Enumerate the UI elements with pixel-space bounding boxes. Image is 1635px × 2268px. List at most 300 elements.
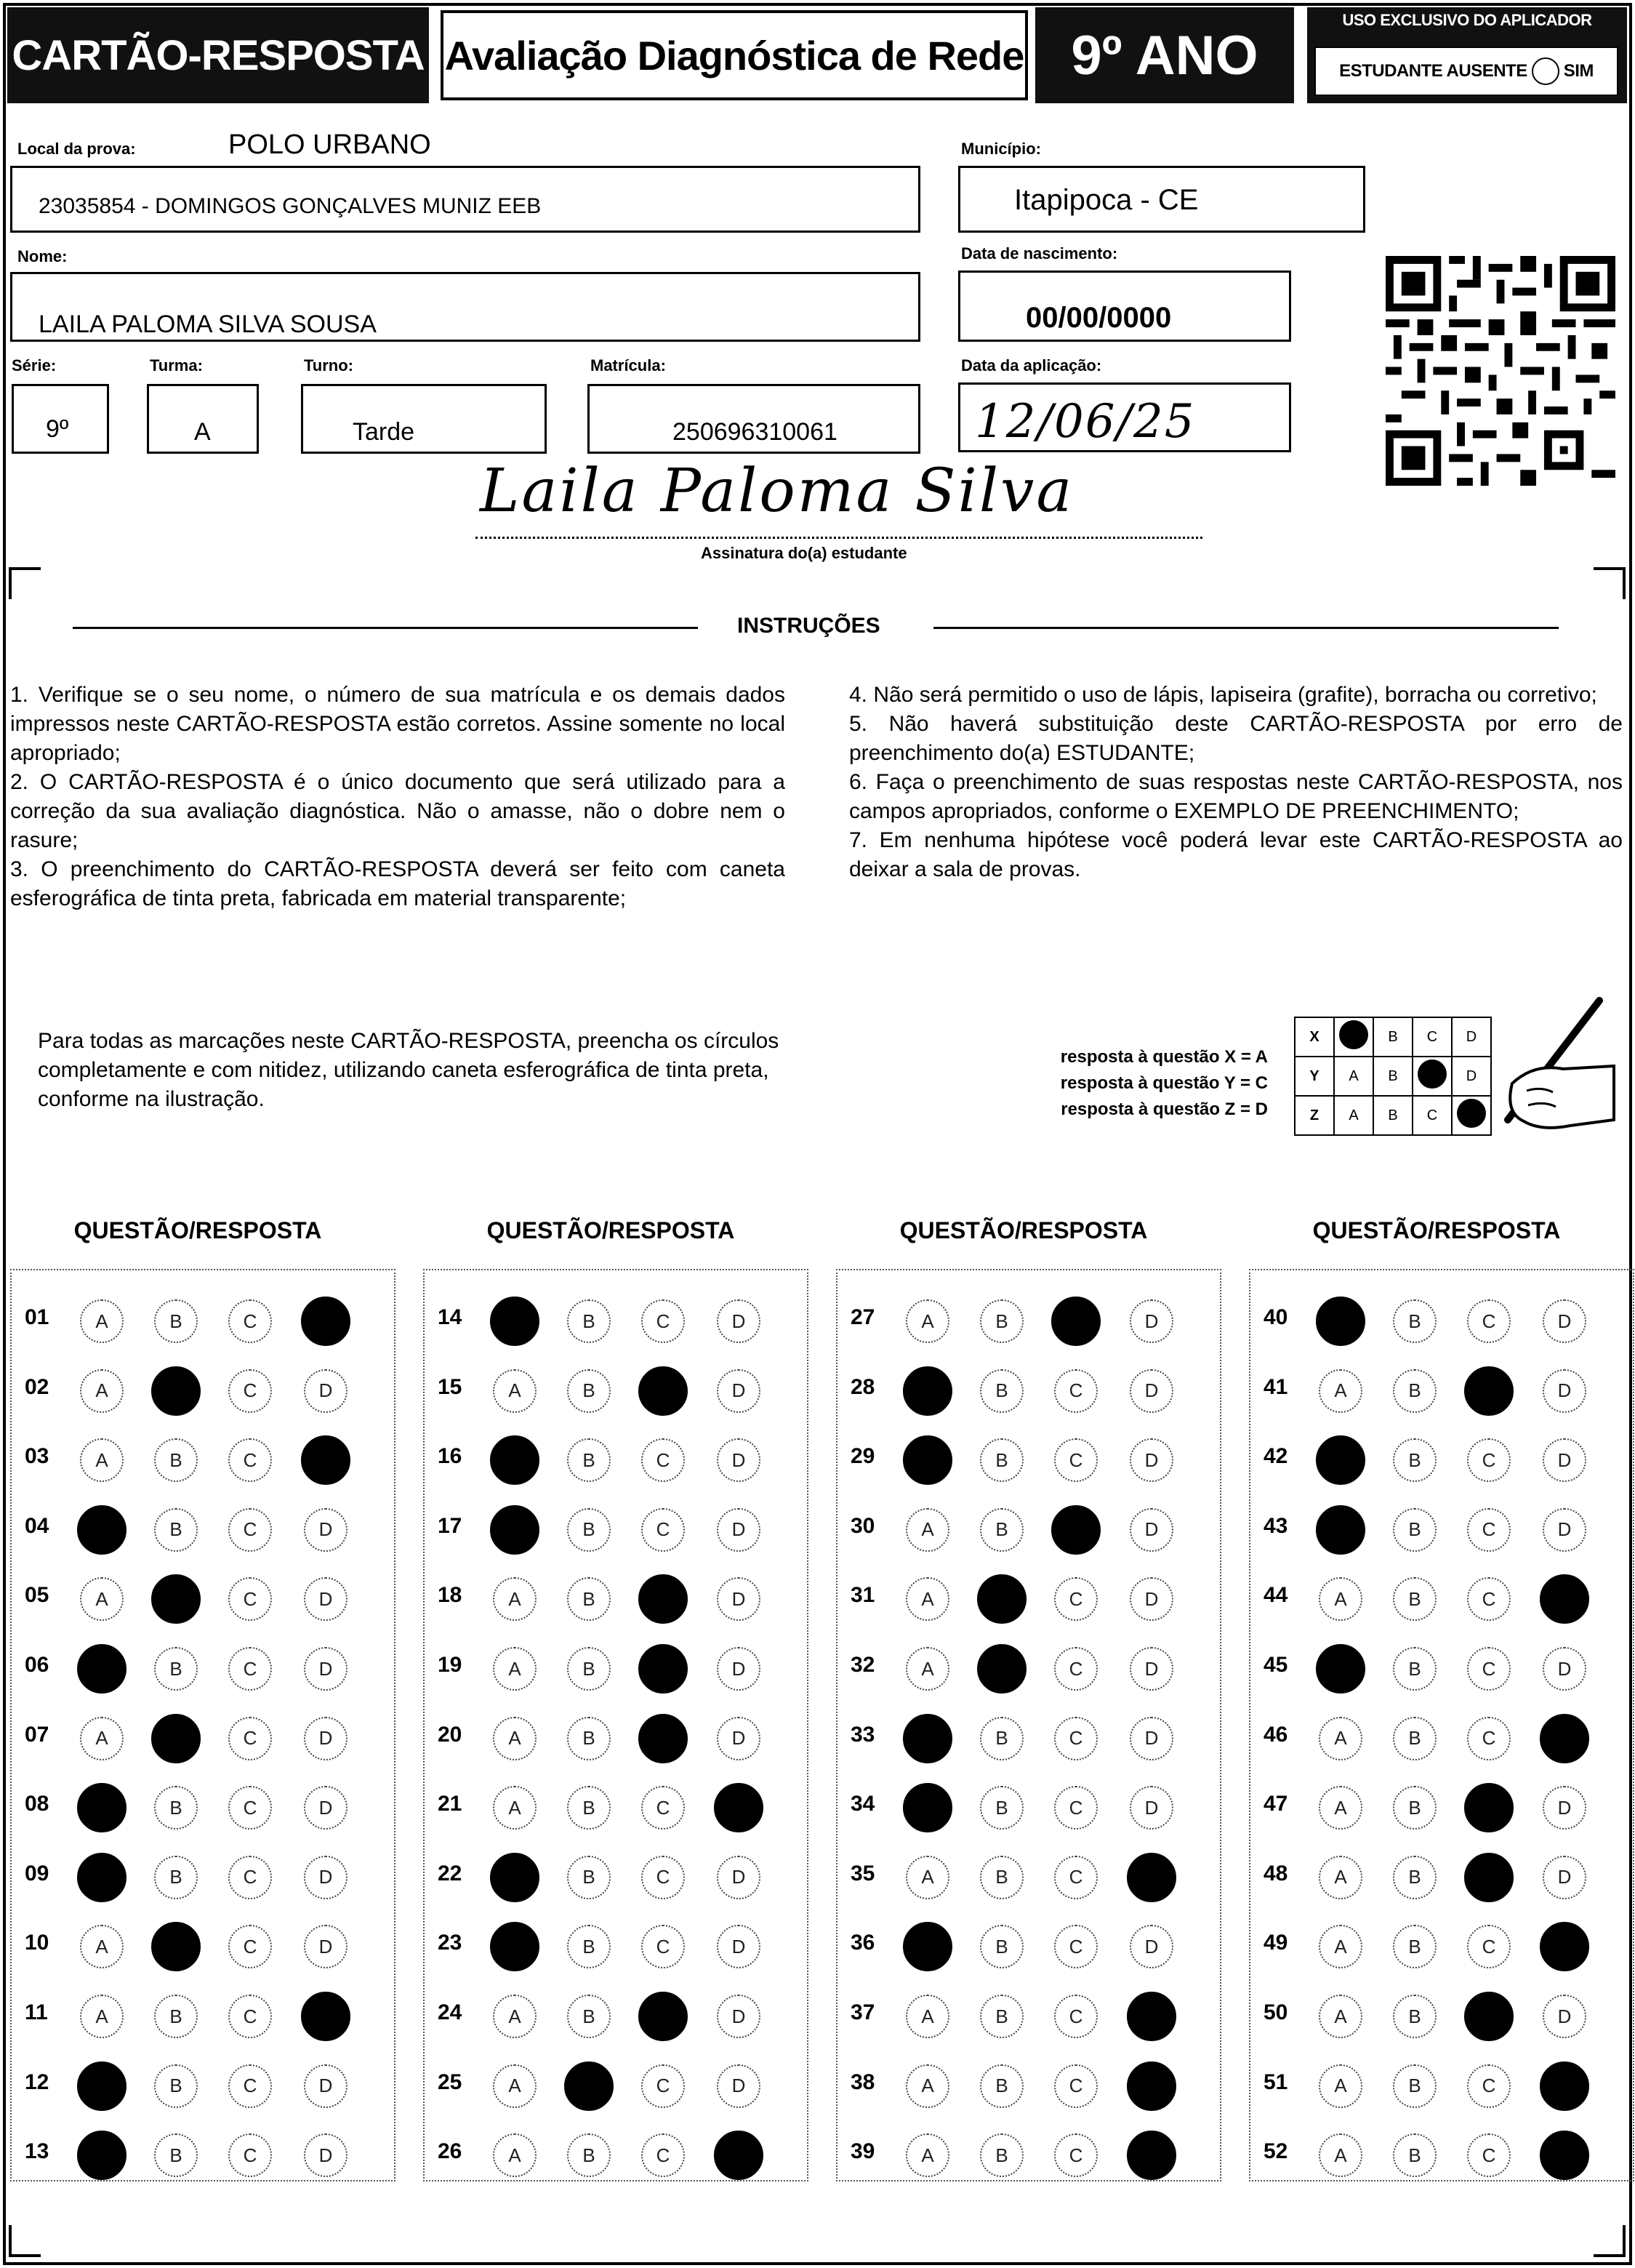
question-row-18 xyxy=(425,1567,807,1632)
question-number: 10 xyxy=(25,1931,49,1955)
corner-bottom-right xyxy=(1594,2225,1626,2257)
option-bubble-a[interactable]: A xyxy=(493,1369,537,1413)
option-bubble-d[interactable]: D xyxy=(304,1717,348,1760)
question-row-26 xyxy=(425,2123,807,2189)
turno-label: Turno: xyxy=(304,356,354,374)
option-bubble-a[interactable]: A xyxy=(1319,1369,1362,1413)
question-row-27 xyxy=(837,1289,1220,1355)
option-bubble-d[interactable]: D xyxy=(304,1786,348,1830)
option-bubble-a[interactable]: A xyxy=(1319,1786,1362,1830)
filled-bubble-b[interactable] xyxy=(151,1922,201,1971)
option-bubble-a[interactable]: A xyxy=(906,1299,949,1343)
filled-bubble-d[interactable] xyxy=(1127,1992,1176,2041)
corner-top-right xyxy=(1594,567,1626,599)
option-bubble-c[interactable]: C xyxy=(641,1508,685,1552)
option-bubble-b[interactable]: B xyxy=(1393,1786,1437,1830)
filled-bubble-b[interactable] xyxy=(564,2061,614,2111)
question-row-16 xyxy=(425,1428,807,1494)
question-row-05 xyxy=(12,1567,394,1632)
question-row-17 xyxy=(425,1498,807,1563)
filled-bubble-a[interactable] xyxy=(77,1783,126,1832)
example-row-label: Y xyxy=(1295,1057,1334,1096)
option-bubble-a[interactable]: A xyxy=(80,1717,124,1760)
option-bubble-b[interactable]: B xyxy=(980,1508,1024,1552)
option-bubble-d[interactable]: D xyxy=(304,1508,348,1552)
option-bubble-c[interactable]: C xyxy=(1467,2064,1511,2108)
filled-bubble-c[interactable] xyxy=(1051,1297,1101,1346)
question-row-42 xyxy=(1250,1428,1633,1494)
option-bubble-c[interactable]: C xyxy=(1467,1577,1511,1621)
corner-bottom-left xyxy=(9,2225,41,2257)
serie-label: Série: xyxy=(12,356,57,374)
option-bubble-b[interactable]: B xyxy=(1393,1508,1437,1552)
aplicacao-field xyxy=(958,382,1291,452)
filled-bubble-a[interactable] xyxy=(1316,1297,1365,1346)
option-bubble-a[interactable]: A xyxy=(80,1299,124,1343)
option-bubble-c[interactable]: C xyxy=(1467,1508,1511,1552)
example-option: D xyxy=(1452,1057,1491,1096)
option-bubble-c[interactable]: C xyxy=(1054,1717,1098,1760)
option-bubble-c[interactable]: C xyxy=(1467,2133,1511,2177)
option-bubble-a[interactable]: A xyxy=(1319,1925,1362,1968)
option-bubble-b[interactable]: B xyxy=(567,1647,611,1691)
filled-bubble-b[interactable] xyxy=(977,1574,1027,1624)
matricula-field xyxy=(587,384,920,454)
option-bubble-d[interactable]: D xyxy=(304,1647,348,1691)
serie-field xyxy=(12,384,109,454)
option-bubble-a[interactable]: A xyxy=(906,1995,949,2038)
question-row-36 xyxy=(837,1915,1220,1980)
option-bubble-b[interactable]: B xyxy=(980,1438,1024,1482)
filled-bubble-a[interactable] xyxy=(903,1714,952,1763)
question-number: 04 xyxy=(25,1513,49,1538)
option-bubble-b[interactable]: B xyxy=(154,1508,198,1552)
option-bubble-b[interactable]: B xyxy=(154,1438,198,1482)
filled-bubble-a[interactable] xyxy=(77,2131,126,2180)
question-number: 13 xyxy=(25,2139,49,2164)
example-dot xyxy=(1339,1020,1368,1049)
option-bubble-c[interactable]: C xyxy=(1467,1299,1511,1343)
option-bubble-c[interactable]: C xyxy=(641,1299,685,1343)
option-bubble-b[interactable]: B xyxy=(980,1786,1024,1830)
option-bubble-a[interactable]: A xyxy=(80,1995,124,2038)
option-bubble-c[interactable]: C xyxy=(1054,1786,1098,1830)
option-bubble-b[interactable]: B xyxy=(567,1856,611,1899)
option-bubble-a[interactable]: A xyxy=(80,1925,124,1968)
filled-bubble-a[interactable] xyxy=(903,1783,952,1832)
question-number: 29 xyxy=(851,1444,875,1469)
question-row-13 xyxy=(12,2123,394,2189)
signature: Laila Paloma Silva xyxy=(480,457,1074,526)
option-bubble-d[interactable]: D xyxy=(1543,1647,1586,1691)
question-row-38 xyxy=(837,2054,1220,2120)
option-bubble-c[interactable]: C xyxy=(641,1438,685,1482)
option-bubble-a[interactable]: A xyxy=(493,2133,537,2177)
option-bubble-c[interactable]: C xyxy=(228,1369,272,1413)
example-option: D xyxy=(1452,1017,1491,1057)
option-bubble-a[interactable]: A xyxy=(906,1508,949,1552)
option-bubble-b[interactable]: B xyxy=(567,1786,611,1830)
option-bubble-d[interactable]: D xyxy=(1130,1369,1173,1413)
question-number: 34 xyxy=(851,1792,875,1816)
question-number: 36 xyxy=(851,1931,875,1955)
option-bubble-c[interactable]: C xyxy=(1054,1369,1098,1413)
option-bubble-c[interactable]: C xyxy=(228,1717,272,1760)
option-bubble-d[interactable]: D xyxy=(1543,1786,1586,1830)
option-bubble-b[interactable]: B xyxy=(567,1925,611,1968)
option-bubble-a[interactable]: A xyxy=(80,1438,124,1482)
option-bubble-b[interactable]: B xyxy=(567,1717,611,1760)
question-number: 15 xyxy=(438,1374,462,1399)
option-bubble-d[interactable]: D xyxy=(717,1577,760,1621)
question-row-09 xyxy=(12,1846,394,1911)
applicator-label: USO EXCLUSIVO DO APLICADOR xyxy=(1342,11,1592,29)
option-bubble-c[interactable]: C xyxy=(641,1856,685,1899)
option-bubble-a[interactable]: A xyxy=(493,1647,537,1691)
option-bubble-a[interactable]: A xyxy=(1319,1995,1362,2038)
option-bubble-c[interactable]: C xyxy=(1054,1647,1098,1691)
option-bubble-c[interactable]: C xyxy=(228,2064,272,2108)
option-bubble-b[interactable]: B xyxy=(980,1717,1024,1760)
option-bubble-d[interactable]: D xyxy=(1130,1925,1173,1968)
example-option: B xyxy=(1373,1017,1413,1057)
filled-bubble-d[interactable] xyxy=(1540,2061,1589,2111)
serie-value: 9º xyxy=(46,415,69,443)
instr-rule-right xyxy=(933,627,1559,629)
option-bubble-d[interactable]: D xyxy=(304,1856,348,1899)
option-bubble-b[interactable]: B xyxy=(1393,1717,1437,1760)
filled-bubble-a[interactable] xyxy=(490,1505,539,1555)
option-bubble-b[interactable]: B xyxy=(154,1856,198,1899)
filled-bubble-d[interactable] xyxy=(1127,2061,1176,2111)
filled-bubble-d[interactable] xyxy=(1540,1574,1589,1624)
filled-bubble-c[interactable] xyxy=(1051,1505,1101,1555)
question-number: 11 xyxy=(25,2000,48,2024)
local-label: Local da prova: xyxy=(17,140,136,158)
option-bubble-b[interactable]: B xyxy=(1393,1856,1437,1899)
option-bubble-d[interactable]: D xyxy=(717,1995,760,2038)
signature-line xyxy=(475,537,1202,539)
applicator-box xyxy=(1307,7,1627,103)
option-bubble-a[interactable]: A xyxy=(1319,1717,1362,1760)
filled-bubble-a[interactable] xyxy=(1316,1505,1365,1555)
corner-top-left xyxy=(9,567,41,599)
aplicacao-label: Data da aplicação: xyxy=(961,356,1102,374)
filled-bubble-b[interactable] xyxy=(151,1714,201,1763)
option-bubble-d[interactable]: D xyxy=(304,2133,348,2177)
option-bubble-b[interactable]: B xyxy=(1393,2064,1437,2108)
question-number: 52 xyxy=(1264,2139,1288,2164)
filled-bubble-a[interactable] xyxy=(77,1644,126,1694)
filled-bubble-c[interactable] xyxy=(638,1366,688,1416)
option-bubble-d[interactable]: D xyxy=(1543,1438,1586,1482)
question-row-25 xyxy=(425,2054,807,2120)
option-bubble-a[interactable]: A xyxy=(906,2133,949,2177)
filled-bubble-c[interactable] xyxy=(638,1574,688,1624)
option-bubble-c[interactable]: C xyxy=(1467,1647,1511,1691)
option-bubble-c[interactable]: C xyxy=(641,2064,685,2108)
option-bubble-d[interactable]: D xyxy=(304,1925,348,1968)
filled-bubble-a[interactable] xyxy=(77,1853,126,1902)
filled-bubble-c[interactable] xyxy=(1464,1853,1514,1902)
nome-field xyxy=(10,272,920,342)
option-bubble-b[interactable]: B xyxy=(567,1995,611,2038)
option-bubble-c[interactable]: C xyxy=(1467,1925,1511,1968)
question-row-10 xyxy=(12,1915,394,1980)
question-number: 12 xyxy=(25,2069,49,2094)
option-bubble-c[interactable]: C xyxy=(228,1508,272,1552)
option-bubble-a[interactable]: A xyxy=(906,1856,949,1899)
option-bubble-c[interactable]: C xyxy=(1054,2064,1098,2108)
instruction-5: 5. Não haverá substituição deste CARTÃO-RESPOSTA por erro de preenchimento do(a) ESTUDANTE; xyxy=(849,712,1623,765)
filled-bubble-a[interactable] xyxy=(1316,1435,1365,1485)
option-bubble-d[interactable]: D xyxy=(1543,1369,1586,1413)
option-bubble-d[interactable]: D xyxy=(1543,1508,1586,1552)
filled-bubble-c[interactable] xyxy=(1464,1366,1514,1416)
question-row-48 xyxy=(1250,1846,1633,1911)
question-row-41 xyxy=(1250,1359,1633,1424)
question-number: 47 xyxy=(1264,1792,1288,1816)
option-bubble-b[interactable]: B xyxy=(980,1369,1024,1413)
option-bubble-c[interactable]: C xyxy=(1054,1856,1098,1899)
option-bubble-d[interactable]: D xyxy=(1130,1577,1173,1621)
option-bubble-a[interactable]: A xyxy=(906,1647,949,1691)
option-bubble-b[interactable]: B xyxy=(567,1438,611,1482)
option-bubble-b[interactable]: B xyxy=(567,2133,611,2177)
option-bubble-d[interactable]: D xyxy=(717,1299,760,1343)
option-bubble-a[interactable]: A xyxy=(1319,1577,1362,1621)
question-number: 22 xyxy=(438,1861,462,1886)
option-bubble-a[interactable]: A xyxy=(1319,1856,1362,1899)
option-bubble-b[interactable]: B xyxy=(154,1995,198,2038)
option-bubble-c[interactable]: C xyxy=(641,2133,685,2177)
filled-bubble-d[interactable] xyxy=(301,1992,350,2041)
option-bubble-a[interactable]: A xyxy=(493,1717,537,1760)
question-row-06 xyxy=(12,1637,394,1702)
option-bubble-d[interactable]: D xyxy=(717,1856,760,1899)
option-bubble-b[interactable]: B xyxy=(154,2064,198,2108)
question-number: 27 xyxy=(851,1305,875,1329)
option-bubble-d[interactable]: D xyxy=(304,1369,348,1413)
filled-bubble-b[interactable] xyxy=(151,1366,201,1416)
answer-column-1 xyxy=(10,1269,395,2181)
filled-bubble-a[interactable] xyxy=(77,1505,126,1555)
filled-bubble-a[interactable] xyxy=(490,1922,539,1971)
option-bubble-c[interactable]: C xyxy=(1467,1717,1511,1760)
option-bubble-c[interactable]: C xyxy=(228,1299,272,1343)
question-number: 21 xyxy=(438,1792,462,1816)
option-bubble-b[interactable]: B xyxy=(980,2133,1024,2177)
question-row-50 xyxy=(1250,1984,1633,2050)
filled-bubble-d[interactable] xyxy=(1127,2131,1176,2180)
filled-bubble-d[interactable] xyxy=(1540,2131,1589,2180)
question-row-52 xyxy=(1250,2123,1633,2189)
filled-bubble-d[interactable] xyxy=(301,1435,350,1485)
option-bubble-d[interactable]: D xyxy=(1543,1995,1586,2038)
filled-bubble-b[interactable] xyxy=(977,1644,1027,1694)
filled-bubble-d[interactable] xyxy=(1540,1922,1589,1971)
option-bubble-a[interactable]: A xyxy=(493,1577,537,1621)
option-bubble-c[interactable]: C xyxy=(228,1786,272,1830)
option-bubble-b[interactable]: B xyxy=(567,1369,611,1413)
option-bubble-b[interactable]: B xyxy=(567,1508,611,1552)
option-bubble-c[interactable]: C xyxy=(1054,1438,1098,1482)
option-bubble-b[interactable]: B xyxy=(154,1299,198,1343)
option-bubble-c[interactable]: C xyxy=(1054,1577,1098,1621)
question-row-12 xyxy=(12,2054,394,2120)
question-row-19 xyxy=(425,1637,807,1702)
example-filled-bubble xyxy=(1413,1057,1452,1096)
question-row-01 xyxy=(12,1289,394,1355)
filled-bubble-a[interactable] xyxy=(490,1435,539,1485)
option-bubble-a[interactable]: A xyxy=(80,1369,124,1413)
option-bubble-c[interactable]: C xyxy=(228,1647,272,1691)
option-bubble-c[interactable]: C xyxy=(228,1995,272,2038)
option-bubble-b[interactable]: B xyxy=(980,1299,1024,1343)
filled-bubble-a[interactable] xyxy=(1316,1644,1365,1694)
option-bubble-b[interactable]: B xyxy=(1393,1438,1437,1482)
option-bubble-d[interactable]: D xyxy=(717,1925,760,1968)
turma-value: A xyxy=(194,418,211,446)
filled-bubble-c[interactable] xyxy=(638,1992,688,2041)
example-row-label: Z xyxy=(1295,1096,1334,1135)
option-bubble-b[interactable]: B xyxy=(567,1299,611,1343)
option-bubble-b[interactable]: B xyxy=(980,1925,1024,1968)
option-bubble-a[interactable]: A xyxy=(493,2064,537,2108)
option-bubble-c[interactable]: C xyxy=(1054,1995,1098,2038)
question-row-37 xyxy=(837,1984,1220,2050)
option-bubble-d[interactable]: D xyxy=(1130,1299,1173,1343)
option-bubble-d[interactable]: D xyxy=(1130,1717,1173,1760)
option-bubble-d[interactable]: D xyxy=(1543,1856,1586,1899)
question-number: 48 xyxy=(1264,1861,1288,1886)
filled-bubble-a[interactable] xyxy=(903,1922,952,1971)
question-row-39 xyxy=(837,2123,1220,2189)
option-bubble-a[interactable]: A xyxy=(1319,2064,1362,2108)
question-row-44 xyxy=(1250,1567,1633,1632)
question-number: 07 xyxy=(25,1722,49,1747)
question-number: 16 xyxy=(438,1444,462,1469)
question-number: 49 xyxy=(1264,1931,1288,1955)
option-bubble-a[interactable]: A xyxy=(80,1577,124,1621)
option-bubble-a[interactable]: A xyxy=(493,1995,537,2038)
option-bubble-c[interactable]: C xyxy=(641,1925,685,1968)
option-bubble-c[interactable]: C xyxy=(641,1786,685,1830)
question-number: 42 xyxy=(1264,1444,1288,1469)
option-bubble-d[interactable]: D xyxy=(717,1647,760,1691)
option-bubble-d[interactable]: D xyxy=(1130,1438,1173,1482)
option-bubble-d[interactable]: D xyxy=(717,1508,760,1552)
option-bubble-a[interactable]: A xyxy=(906,2064,949,2108)
option-bubble-a[interactable]: A xyxy=(1319,2133,1362,2177)
option-bubble-b[interactable]: B xyxy=(1393,1995,1437,2038)
filled-bubble-a[interactable] xyxy=(490,1297,539,1346)
option-bubble-c[interactable]: C xyxy=(1054,2133,1098,2177)
option-bubble-b[interactable]: B xyxy=(567,1577,611,1621)
option-bubble-b[interactable]: B xyxy=(1393,1647,1437,1691)
question-number: 31 xyxy=(851,1583,875,1608)
option-bubble-d[interactable]: D xyxy=(717,2064,760,2108)
signature-label: Assinatura do(a) estudante xyxy=(701,544,907,562)
option-bubble-d[interactable]: D xyxy=(304,2064,348,2108)
option-bubble-b[interactable]: B xyxy=(1393,1299,1437,1343)
question-row-03 xyxy=(12,1428,394,1494)
option-bubble-a[interactable]: A xyxy=(493,1786,537,1830)
option-bubble-d[interactable]: D xyxy=(717,1369,760,1413)
filled-bubble-c[interactable] xyxy=(1464,1783,1514,1832)
instruction-1: 1. Verifique se o seu nome, o número de sua matrícula e os demais dados impressos neste CARTÃO-RESPOSTA estão corretos. Assine somente no local apropriado; xyxy=(10,683,785,765)
option-bubble-b[interactable]: B xyxy=(154,1786,198,1830)
option-bubble-b[interactable]: B xyxy=(1393,1369,1437,1413)
option-bubble-d[interactable]: D xyxy=(304,1577,348,1621)
option-bubble-c[interactable]: C xyxy=(1467,1438,1511,1482)
option-bubble-d[interactable]: D xyxy=(1130,1786,1173,1830)
option-bubble-c[interactable]: C xyxy=(228,1856,272,1899)
answer-column-2 xyxy=(423,1269,808,2181)
option-bubble-c[interactable]: C xyxy=(228,2133,272,2177)
filled-bubble-d[interactable] xyxy=(714,2131,763,2180)
option-bubble-b[interactable]: B xyxy=(1393,1925,1437,1968)
option-bubble-c[interactable]: C xyxy=(228,1925,272,1968)
option-bubble-b[interactable]: B xyxy=(1393,2133,1437,2177)
option-bubble-a[interactable]: A xyxy=(906,1577,949,1621)
option-bubble-b[interactable]: B xyxy=(1393,1577,1437,1621)
question-number: 20 xyxy=(438,1722,462,1747)
question-row-32 xyxy=(837,1637,1220,1702)
filled-bubble-b[interactable] xyxy=(151,1574,201,1624)
option-bubble-b[interactable]: B xyxy=(980,1995,1024,2038)
filled-bubble-d[interactable] xyxy=(301,1297,350,1346)
option-bubble-d[interactable]: D xyxy=(717,1438,760,1482)
filled-bubble-d[interactable] xyxy=(1540,1714,1589,1763)
absent-bubble[interactable] xyxy=(1532,57,1559,85)
option-bubble-b[interactable]: B xyxy=(154,1647,198,1691)
option-bubble-c[interactable]: C xyxy=(228,1438,272,1482)
option-bubble-d[interactable]: D xyxy=(1130,1647,1173,1691)
option-bubble-d[interactable]: D xyxy=(717,1717,760,1760)
filled-bubble-a[interactable] xyxy=(903,1366,952,1416)
question-row-40 xyxy=(1250,1289,1633,1355)
option-bubble-b[interactable]: B xyxy=(154,2133,198,2177)
filled-bubble-d[interactable] xyxy=(714,1783,763,1832)
option-bubble-c[interactable]: C xyxy=(1054,1925,1098,1968)
filled-bubble-c[interactable] xyxy=(638,1644,688,1694)
question-number: 18 xyxy=(438,1583,462,1608)
option-bubble-b[interactable]: B xyxy=(980,1856,1024,1899)
question-number: 43 xyxy=(1264,1513,1288,1538)
example-row xyxy=(1295,1017,1491,1057)
filled-bubble-c[interactable] xyxy=(1464,1992,1514,2041)
option-bubble-b[interactable]: B xyxy=(980,2064,1024,2108)
filled-bubble-a[interactable] xyxy=(77,2061,126,2111)
question-number: 37 xyxy=(851,2000,875,2024)
filled-bubble-a[interactable] xyxy=(903,1435,952,1485)
option-bubble-d[interactable]: D xyxy=(1130,1508,1173,1552)
question-row-35 xyxy=(837,1846,1220,1911)
option-bubble-d[interactable]: D xyxy=(1543,1299,1586,1343)
nascimento-label: Data de nascimento: xyxy=(961,244,1118,263)
filled-bubble-c[interactable] xyxy=(638,1714,688,1763)
question-row-33 xyxy=(837,1707,1220,1772)
nome-label: Nome: xyxy=(17,247,68,265)
example-option: C xyxy=(1413,1096,1452,1135)
filled-bubble-d[interactable] xyxy=(1127,1853,1176,1902)
question-row-14 xyxy=(425,1289,807,1355)
option-bubble-c[interactable]: C xyxy=(228,1577,272,1621)
qr-code xyxy=(1386,256,1615,486)
filled-bubble-a[interactable] xyxy=(490,1853,539,1902)
instructions-left xyxy=(10,681,785,913)
